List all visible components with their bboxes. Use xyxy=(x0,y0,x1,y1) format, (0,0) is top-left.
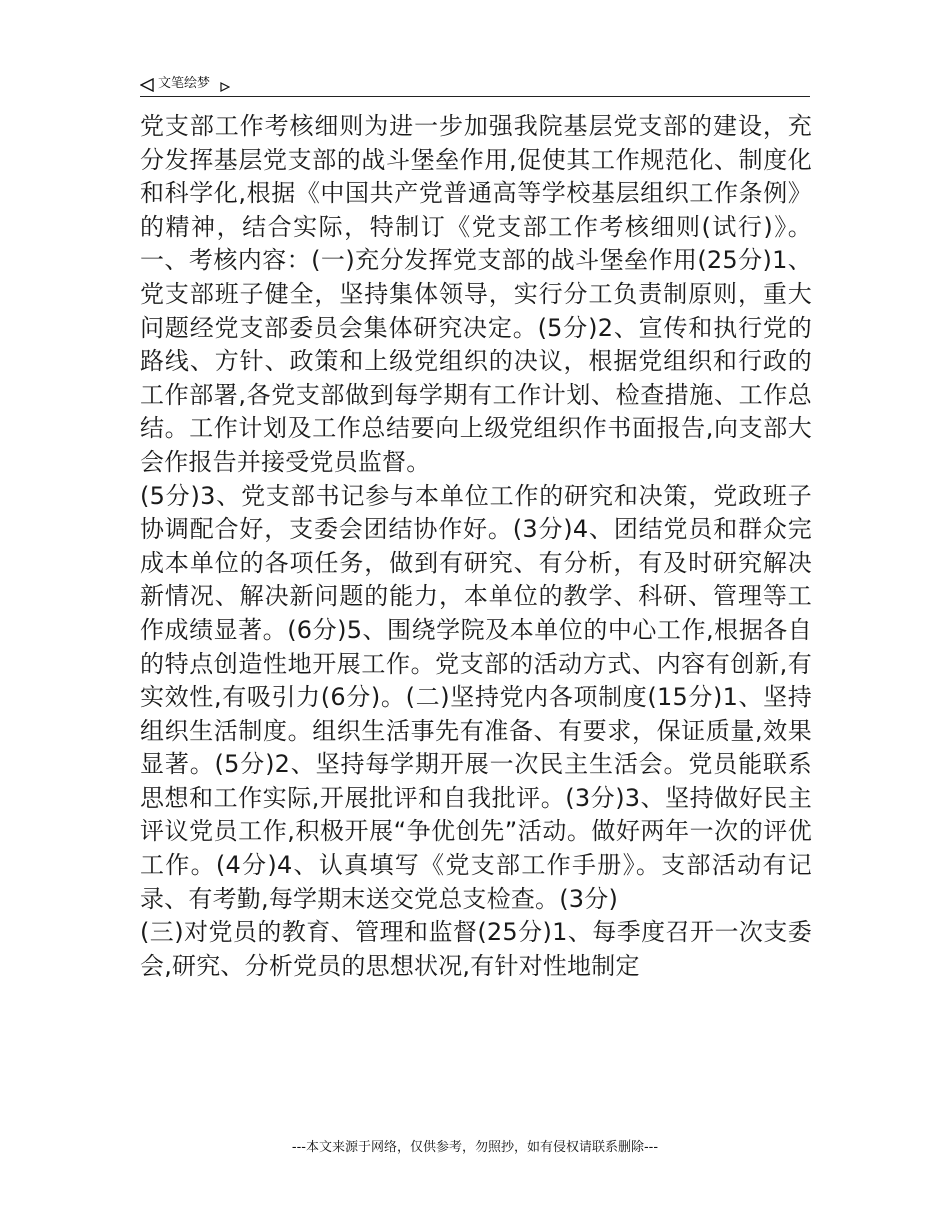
triangle-left-outline-icon xyxy=(140,77,154,91)
paragraph: (三)对党员的教育、管理和监督(25分)1、每季度召开一次支委会,研究、分析党员的思想状况,有针对性地制定 xyxy=(140,918,812,980)
page-header xyxy=(140,72,810,97)
paragraph: 党支部工作考核细则为进一步加强我院基层党支部的建设，充分发挥基层党支部的战斗堡垒作用,促使其工作规范化、制度化和科学化,根据《中国共产党普通高等学校基层组织工作条例》的精神，结合实际，特制订《党支部工作考核细则(试行)》。一、考核内容：(一)充分发挥党支部的战斗堡垒作用(25分)1、党支部班子健全，坚持集体领导，实行分工负责制原则，重大问题经党支部委员会集体研究决定。(5分)2、宣传和执行党的路线、方针、政策和上级党组织的决议，根据党组织和行政的工作部署,各党支部做到每学期有工作计划、检查措施、工作总结。工作计划及工作总结要向上级党组织作书面报告,向支部大会作报告并接受党员监督。 xyxy=(140,112,812,476)
page-footer-notice: ---本文来源于网络，仅供参考，勿照抄，如有侵权请联系删除--- xyxy=(291,1140,659,1155)
triangle-right-outline-icon xyxy=(220,77,230,87)
header-title: 文笔绘梦 xyxy=(158,76,211,91)
paragraph: (5分)3、党支部书记参与本单位工作的研究和决策，党政班子协调配合好，支委会团结协作好。(3分)4、团结党员和群众完成本单位的各项任务，做到有研究、有分析，有及时研究解决新情况、解决新问题的能力，本单位的教学、科研、管理等工作成绩显著。(6分)5、围绕学院及本单位的中心工作,根据各自的特点创造性地开展工作。党支部的活动方式、内容有创新,有实效性,有吸引力(6分)。(二)坚持党内各项制度(15分)1、坚持组织生活制度。组织生活事先有准备、有要求，保证质量,效果显著。(5分)2、坚持每学期开展一次民主生活会。党员能联系思想和工作实际,开展批评和自我批评。(3分)3、坚持做好民主评议党员工作,积极开展“争优创先”活动。做好两年一次的评优工作。(4分)4、认真填写《党支部工作手册》。支部活动有记录、有考勤,每学期末送交党总支检查。(3分) xyxy=(140,481,812,913)
document-body xyxy=(140,110,812,983)
